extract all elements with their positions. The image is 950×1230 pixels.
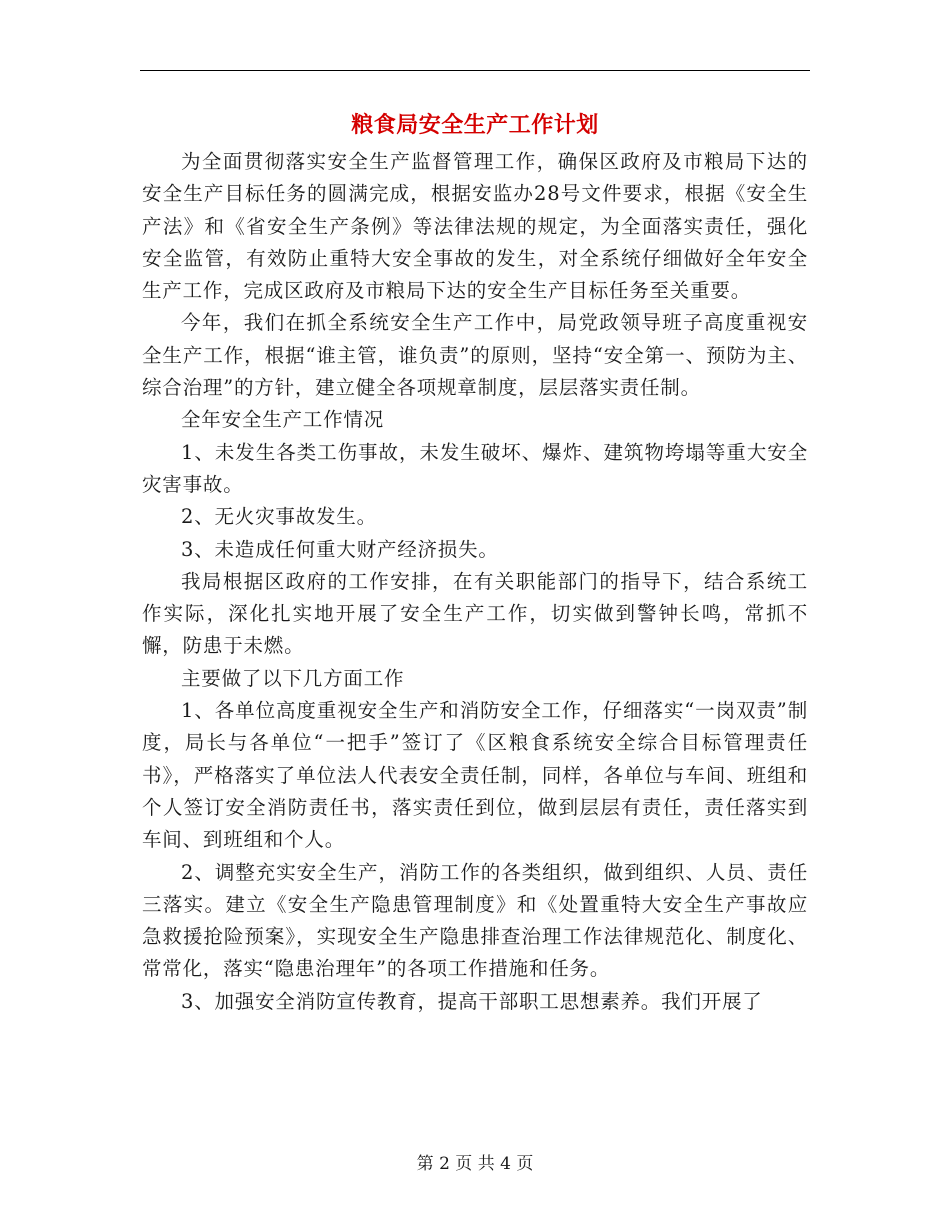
header-rule bbox=[140, 70, 810, 71]
paragraph: 为全面贯彻落实安全生产监督管理工作，确保区政府及市粮局下达的安全生产目标任务的圆满完成，根据安监办28号文件要求，根据《安全生产法》和《省安全生产条例》等法律法规的规定，为全面落实责任，强化安全监管，有效防止重特大安全事故的发生，对全系统仔细做好全年安全生产工作，完成区政府及市粮局下达的安全生产目标任务至关重要。 bbox=[142, 150, 808, 303]
list-item: 2、调整充实安全生产，消防工作的各类组织，做到组织、人员、责任三落实。建立《安全生产隐患管理制度》和《处置重特大安全生产事故应急救援抢险预案》，实现安全生产隐患排查治理工作法律规范化、制度化、常常化，落实“隐患治理年”的各项工作措施和任务。 bbox=[142, 860, 808, 981]
list-item: 1、各单位高度重视安全生产和消防安全工作，仔细落实“一岗双责”制度，局长与各单位“一把手”签订了《区粮食系统安全综合目标管理责任书》，严格落实了单位法人代表安全责任制，同样，各单位与车间、班组和个人签订安全消防责任书，落实责任到位，做到层层有责任，责任落实到车间、到班组和个人。 bbox=[142, 699, 808, 852]
page-number: 第 2 页 共 4 页 bbox=[416, 1154, 534, 1174]
list-item: 2、无火灾事故发生。 bbox=[181, 505, 377, 529]
section-heading: 主要做了以下几方面工作 bbox=[181, 666, 405, 690]
list-item: 3、未造成任何重大财产经济损失。 bbox=[181, 537, 499, 561]
list-item: 3、加强安全消防宣传教育，提高干部职工思想素养。我们开展了 bbox=[181, 989, 763, 1013]
document-title: 粮食局安全生产工作计划 bbox=[351, 113, 599, 138]
section-heading: 全年安全生产工作情况 bbox=[181, 408, 385, 432]
paragraph: 我局根据区政府的工作安排，在有关职能部门的指导下，结合系统工作实际，深化扎实地开展了安全生产工作，切实做到警钟长鸣，常抓不懈，防患于未燃。 bbox=[142, 569, 808, 658]
paragraph: 今年，我们在抓全系统安全生产工作中，局党政领导班子高度重视安全生产工作，根据“谁主管，谁负责”的原则，坚持“安全第一、预防为主、综合治理”的方针，建立健全各项规章制度，层层落实责任制。 bbox=[142, 311, 808, 400]
document-body bbox=[142, 146, 808, 1018]
list-item: 1、未发生各类工伤事故，未发生破坏、爆炸、建筑物垮塌等重大安全灾害事故。 bbox=[142, 440, 808, 496]
